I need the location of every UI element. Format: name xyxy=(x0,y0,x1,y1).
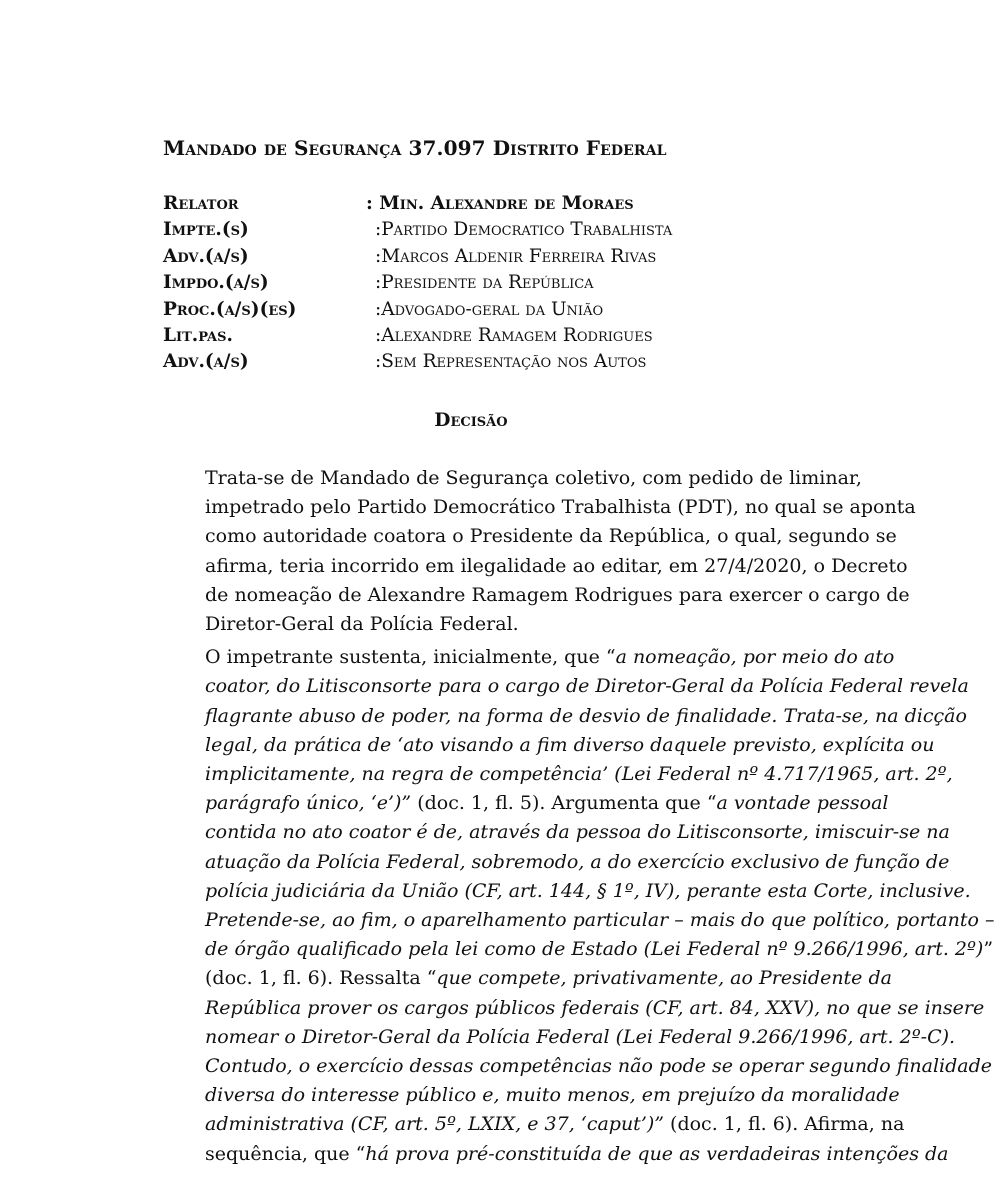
text-line: Trata-se de Mandado de Segurança coletivo, com pedido de liminar, xyxy=(205,467,862,489)
text-run: O impetrante sustenta, inicialmente, que “ xyxy=(205,646,616,669)
text-run: ” xyxy=(983,938,994,961)
party-name: :Advogado-geral da União xyxy=(375,298,604,320)
party-role: Adv.(a/s) xyxy=(163,245,249,267)
paragraph-2 xyxy=(163,643,994,1169)
party-name: :Presidente da República xyxy=(375,272,594,294)
case-title: Mandado de Segurança 37.097 Distrito Federal xyxy=(163,136,667,160)
party-role: Lit.pas. xyxy=(163,324,233,346)
text-line: implicitamente, na regra de competência’ (Lei Federal nº 4.717/1965, art. 2º, xyxy=(205,763,953,786)
text-line: Pretende-se, ao fim, o aparelhamento particular – mais do que político, portanto – xyxy=(205,909,994,932)
quote-run: a nomeação, por meio do ato xyxy=(615,646,895,669)
party-row-litisconsorte xyxy=(163,323,763,349)
party-name: :Alexandre Ramagem Rodrigues xyxy=(375,324,653,346)
text-line xyxy=(163,964,892,993)
paragraph-1 xyxy=(163,464,916,639)
text-run: (doc. 1, fl. 6). Ressalta “ xyxy=(205,967,437,990)
text-line: contida no ato coator é de, através da pessoa do Litisconsorte, imiscuir-se na xyxy=(205,821,950,844)
party-role: Adv.(a/s) xyxy=(163,351,249,373)
text-line: atuação da Polícia Federal, sobremodo, a do exercício exclusivo de função de xyxy=(205,850,950,873)
party-role: Impte.(s) xyxy=(163,219,249,241)
text-line: nomear o Diretor-Geral da Polícia Federal (Lei Federal 9.266/1996, art. 2º-C). xyxy=(205,1025,956,1048)
text-line xyxy=(163,789,889,818)
text-run: (doc. 1, fl. 5). Argumenta que “ xyxy=(411,792,717,815)
party-row-relator xyxy=(163,191,763,217)
text-line: flagrante abuso de poder, na forma de desvio de finalidade. Trata-se, na dicção xyxy=(205,704,967,727)
quote-run: que compete, privativamente, ao Presidente da xyxy=(436,967,892,990)
text-line: Diretor-Geral da Polícia Federal. xyxy=(205,613,519,636)
party-name: :Marcos Aldenir Ferreira Rivas xyxy=(375,245,657,267)
party-row-impetrado xyxy=(163,270,763,296)
quote-run: há prova pré-constituída de que as verdadeiras intenções da xyxy=(365,1142,949,1165)
text-line xyxy=(163,1140,949,1169)
party-name: : Min. Alexandre de Moraes xyxy=(366,193,634,214)
quote-run: de órgão qualificado pela lei como de Estado (Lei Federal nº 9.266/1996, art. 2º) xyxy=(205,938,984,961)
text-line: impetrado pelo Partido Democrático Trabalhista (PDT), no qual se aponta xyxy=(205,496,916,519)
parties-list xyxy=(163,191,763,376)
text-line: Contudo, o exercício dessas competências não pode se operar segundo finalidade xyxy=(205,1055,992,1078)
text-line xyxy=(163,1110,905,1139)
party-role: Proc.(a/s)(es) xyxy=(163,298,297,320)
decision-heading: Decisão xyxy=(434,410,508,431)
party-row-advogado xyxy=(163,244,763,270)
party-role: Impdo.(a/s) xyxy=(163,272,269,294)
text-line xyxy=(163,935,994,964)
text-run: sequência, que “ xyxy=(205,1142,366,1165)
text-line: legal, da prática de ‘ato visando a fim diverso daquele previsto, explícita ou xyxy=(205,733,935,756)
quote-run: administrativa (CF, art. 5º, LXIX, e 37, ‘caput’)” xyxy=(205,1113,664,1136)
quote-run: a vontade pessoal xyxy=(716,792,889,815)
text-line: de nomeação de Alexandre Ramagem Rodrigues para exercer o cargo de xyxy=(205,583,910,606)
text-run: (doc. 1, fl. 6). Afirma, na xyxy=(664,1113,905,1136)
party-role: Relator xyxy=(163,193,239,214)
text-line: República prover os cargos públicos federais (CF, art. 84, XXV), no que se insere xyxy=(205,996,985,1019)
text-line: diversa do interesse público e, muito menos, em prejuízo da moralidade xyxy=(205,1084,900,1107)
quote-run: parágrafo único, ‘e’)” xyxy=(205,792,412,815)
text-line xyxy=(163,643,895,672)
party-name: :Partido Democratico Trabalhista xyxy=(375,219,673,241)
party-row-impetrante xyxy=(163,217,763,243)
party-row-advogado-litisconsorte xyxy=(163,349,763,375)
text-line: como autoridade coatora o Presidente da República, o qual, segundo se xyxy=(205,525,897,548)
text-line: polícia judiciária da União (CF, art. 144, § 1º, IV), perante esta Corte, inclusive. xyxy=(205,879,971,902)
text-line: afirma, teria incorrido em ilegalidade ao editar, em 27/4/2020, o Decreto xyxy=(205,554,908,577)
party-row-procurador xyxy=(163,297,763,323)
decision-body xyxy=(163,464,994,1169)
party-name: :Sem Representação nos Autos xyxy=(375,351,647,373)
text-line: coator, do Litisconsorte para o cargo de Diretor-Geral da Polícia Federal revela xyxy=(205,675,969,698)
